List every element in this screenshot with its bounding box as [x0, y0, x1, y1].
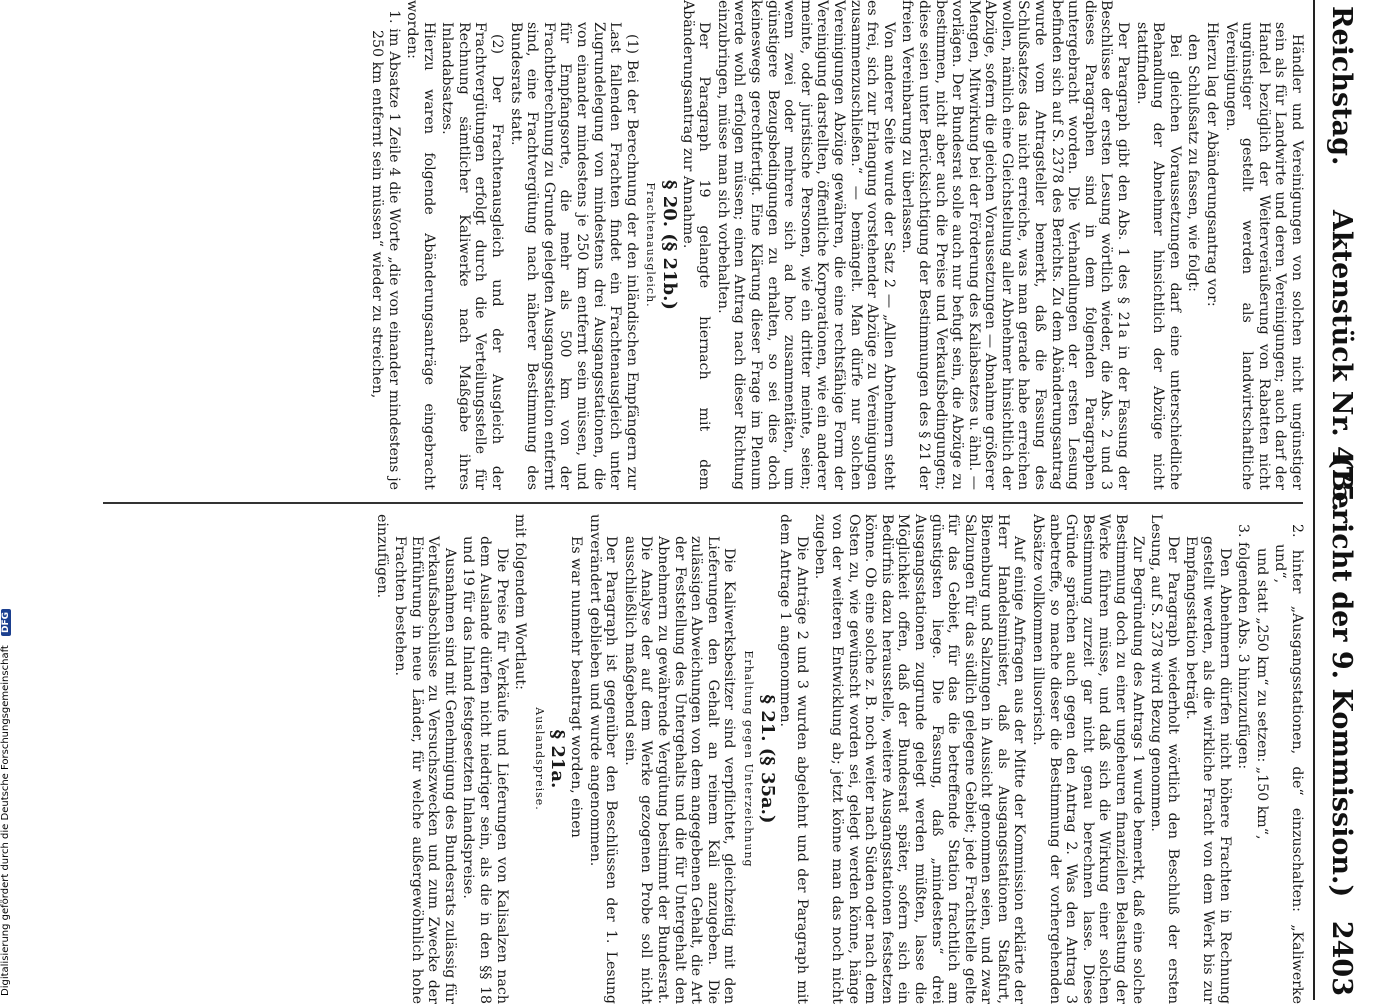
right-paragraph: und statt „250 km“ zu setzen: „150 km“, — [1253, 548, 1270, 840]
right-paragraph: Ausnahmen sind mit Genehmigung des Bundesrats zulässig für Verkaufsabschlüsse zu Versuchszwecken und zum Zwecke der Einführung in neue Länder, für welche außergewöhnlich hohe Frachten bestehen. — [392, 536, 458, 1004]
right-paragraph: Der Paragraph ist gegenüber den Beschlüssen der 1. Lesung unverändert geblieben und wurde angenommen. — [586, 514, 620, 1004]
right-paragraph: Die Kaliwerksbesitzer sind verpflichtet, gleichzeitig mit den Lieferungen den Gehalt an reinem Kali anzugeben. Die zulässigen Abweichungen von dem angegebenen Gehalt, die Art der Feststellung des Untergehalts und die für Untergehalt den Abnehmern zu gewährende Vergütung bestimmt der Bundesrat. Die Analyse der auf dem Werke gezogenen Probe soll nicht ausschließlich maßgebend sein. — [621, 536, 738, 1004]
header-rule — [1313, 0, 1315, 1000]
left-paragraph: Hierzu lag der Abänderungsantrag vor: — [1204, 22, 1221, 307]
page-header — [1311, 0, 1371, 1000]
right-paragraph: Auf einige Anfragen aus der Mitte der Kommission erklärte der Herr Handelsminister, daß als Ausgangsstationen Staßfurt, Bienenburg und Salzungen in Aussicht genommen seien, und zwar Salzungen für das südlich gelegene Gebiet; jede Frachtstelle gelte für das Gebiet, für das die betreffende Station frachtlich am günstigsten liege. Die Fassung, daß „mindestens“ drei Ausgangsstationen zugrunde gelegt werden müßten, lasse die Möglichkeit offen, daß der Bundesrat später, sofern sich ein Bedürfnis dazu herausstelle, weitere Ausgangsstationen festsetzen könne. Ob eine solche z. B. noch weiter nach Süden oder nach dem Osten zu, wie gewünscht worden sei, gelegt werden könne, hänge von der weiteren Entwicklung ab; jetzt könne man das noch nicht zugeben. — [812, 514, 1028, 1004]
left-paragraph: den Schlußsatz zu fassen, wie folgt: — [1185, 34, 1202, 292]
right-paragraph: Es war nunmehr beantragt worden, einen — [568, 536, 585, 838]
left-paragraph: (2) Der Frachtenausgleich und der Ausgleich der Frachtvergütungen erfolgt durch die Verteilungsstelle für Rechnung sämtlicher Kaliwerke nach Maßgabe ihres Inlandabsatzes. — [439, 22, 506, 490]
right-section-heading: § 21. (§ 35a.) — [756, 694, 778, 824]
right-list-item: 2. hinter „Ausgangsstationen, die“ einzuschalten: „Kaliwerke und“, — [1272, 524, 1305, 1004]
left-paragraph: Hierzu waren folgende Abänderungsanträge eingebracht worden: — [404, 0, 437, 490]
right-paragraph: Die Anträge 2 und 3 wurden abgelehnt und der Paragraph mit dem Antrage 1 angenommen. — [777, 514, 810, 1004]
right-paragraph: Die Preise für Verkäufe und Lieferungen von Kalisalzen nach dem Auslande dürfen nicht niedriger sein, als die in den §§ 18 und 19 für das Inland festgesetzten Inlandspreise. — [460, 536, 510, 1004]
attribution-text: Digitalisierung gefördert durch die Deutsche Forschungsgemeinschaft — [0, 645, 11, 996]
left-column — [85, 0, 1305, 490]
left-paragraph: (1) Bei der Berechnung der den inländischen Empfängern zur Last fallenden Frachten findet ein Frachtenausgleich unter Zugrundelegung von mindestens drei Ausgangsstationen, die von einander mindestens je 250 km entfernt sein müssen, und für Empfangsorte, die mehr als 500 km von der Frachtberechnung zu Grunde gelegten Ausgangsstation entfernt sind, eine Frachtvergütung nach näherer Bestimmung des Bundesrats statt. — [507, 22, 640, 490]
left-paragraph: Der Paragraph 19 gelangte hiernach mit dem Abänderungsantrag zur Annahme. — [679, 0, 713, 490]
right-paragraph: Den Abnehmern dürfen nicht höhere Frachten in Rechnung gestellt werden, als die wirkliche Fracht von dem Werk bis zur Empfangsstation beträgt. — [1183, 536, 1233, 1004]
right-section-subtitle: Erhaltung gegen Unterzeichnung — [742, 650, 755, 868]
left-list-item: 1. im Absatze 1 Zeile 4 die Worte „die von einander mindestens je 250 km entfernt sein müssen“ wieder zu streichen, — [368, 10, 402, 490]
column-divider — [103, 502, 1303, 504]
header-left: Reichstag. — [1326, 6, 1357, 166]
margin-attribution — [0, 0, 18, 1000]
left-paragraph: Der Paragraph gibt den Abs. 1 des § 21a in der Fassung der Beschlüsse der ersten Lesung wörtlich wieder, die Abs. 2 und 3 dieses Paragraphen sind in dem folgenden Paragraphen untergebracht worden. Die Verhandlungen der ersten Lesung befinden sich auf S. 2378 des Berichts. Zu dem Abänderungsantrag wurde vom Antragsteller bemerkt, daß die Fassung des Schlußsatzes das nicht erreiche, was man gerade habe erreichen wollen, nämlich eine Gleichstellung aller Abnehmer hinsichtlich der Abzüge, sofern die gleichen Voraussetzungen — Abnahme größerer Mengen, Mitwirkung bei der Förderung des Kaliabsatzes u. ähnl. — vorlägen. Der Bundesrat solle auch nur befugt sein, die Abzüge zu bestimmen, nicht aber auch die Preise und Verkaufsbedingungen; diese seien unter Berücksichtigung der Bestimmungen des § 21 der freien Vereinbarung zu überlassen. — [899, 0, 1132, 490]
right-list-item: 3. folgenden Abs. 3 hinzuzufügen: — [1235, 524, 1252, 770]
left-section-subtitle: Frachtenausgleich. — [644, 182, 658, 308]
header-report-title: (Bericht der 9. Kommission.) — [1326, 456, 1357, 898]
left-paragraph: Händler und Vereinigungen von solchen nicht ungünstiger sein als für Landwirte und deren Vereinigungen; auch darf der Handel bezüglich der Weiterveräußerung von Rabatten nicht ungünstiger gestellt werden als landwirtschaftliche Vereinigungen. — [1222, 22, 1305, 490]
right-column — [85, 514, 1305, 1004]
dfg-logo: DFG — [1, 609, 11, 636]
right-paragraph: Der Paragraph wiederholt wörtlich den Beschluß der ersten Lesung, auf S. 2378 wird Bezug genommen. — [1148, 514, 1181, 1004]
left-paragraph: Von anderer Seite wurde der Satz 2 — „Allen Abnehmern steht es frei, sich zur Erlangung vorstehender Abzüge zu Vereinigungen zusammenzuschließen.“ — bemängelt. Man dürfe nur solchen Vereinigungen Abzüge gewähren, die eine rechtsfähige Form der Vereinigung darstellten, öffentliche Korporationen, wie ein anderer meinte, oder juristische Personen, wie ein dritter meinte, seien; wenn zwei oder mehrere sich ad hoc zusammentäten, um günstigere Bezugsbedingungen zu erhalten, so sei dies doch keineswegs gerechtfertigt. Eine Klärung dieser Frage im Plenum werde wohl erfolgen müssen; einen Antrag nach dieser Richtung einzubringen, müsse man sich vorbehalten. — [714, 0, 897, 490]
right-paragraph: Zur Begründung des Antrags 1 wurde bemerkt, daß eine solche Bestimmung doch zu einer ungeheuren finanziellen Belastung der Werke führen müsse, und daß sich die Wirkung einer solchen Bestimmung zurzeit gar nicht genau berechnen lasse. Diese Gründe sprächen auch gegen den Antrag 2. Was den Antrag 3 anbetreffe, so mache dieser die Bestimmung der vorhergehenden Absätze vollkommen illusorisch. — [1030, 514, 1146, 1004]
right-section-heading: § 21a. — [547, 729, 569, 789]
right-paragraph: einzufügen. — [373, 514, 390, 599]
right-paragraph: mit folgendem Wortlaut: — [512, 514, 529, 690]
left-section-heading: § 20. (§ 21b.) — [659, 180, 681, 310]
left-paragraph: Bei gleichen Voraussetzungen darf eine unterschiedliche Behandlung der Abnehmer hinsichtlich der Abzüge nicht stattfinden. — [1133, 22, 1183, 490]
page-number: 2403 — [1326, 920, 1357, 996]
right-section-subtitle: Auslandspreise. — [532, 707, 546, 811]
header-document-number: Aktenstück Nr. 475. — [1326, 210, 1357, 512]
